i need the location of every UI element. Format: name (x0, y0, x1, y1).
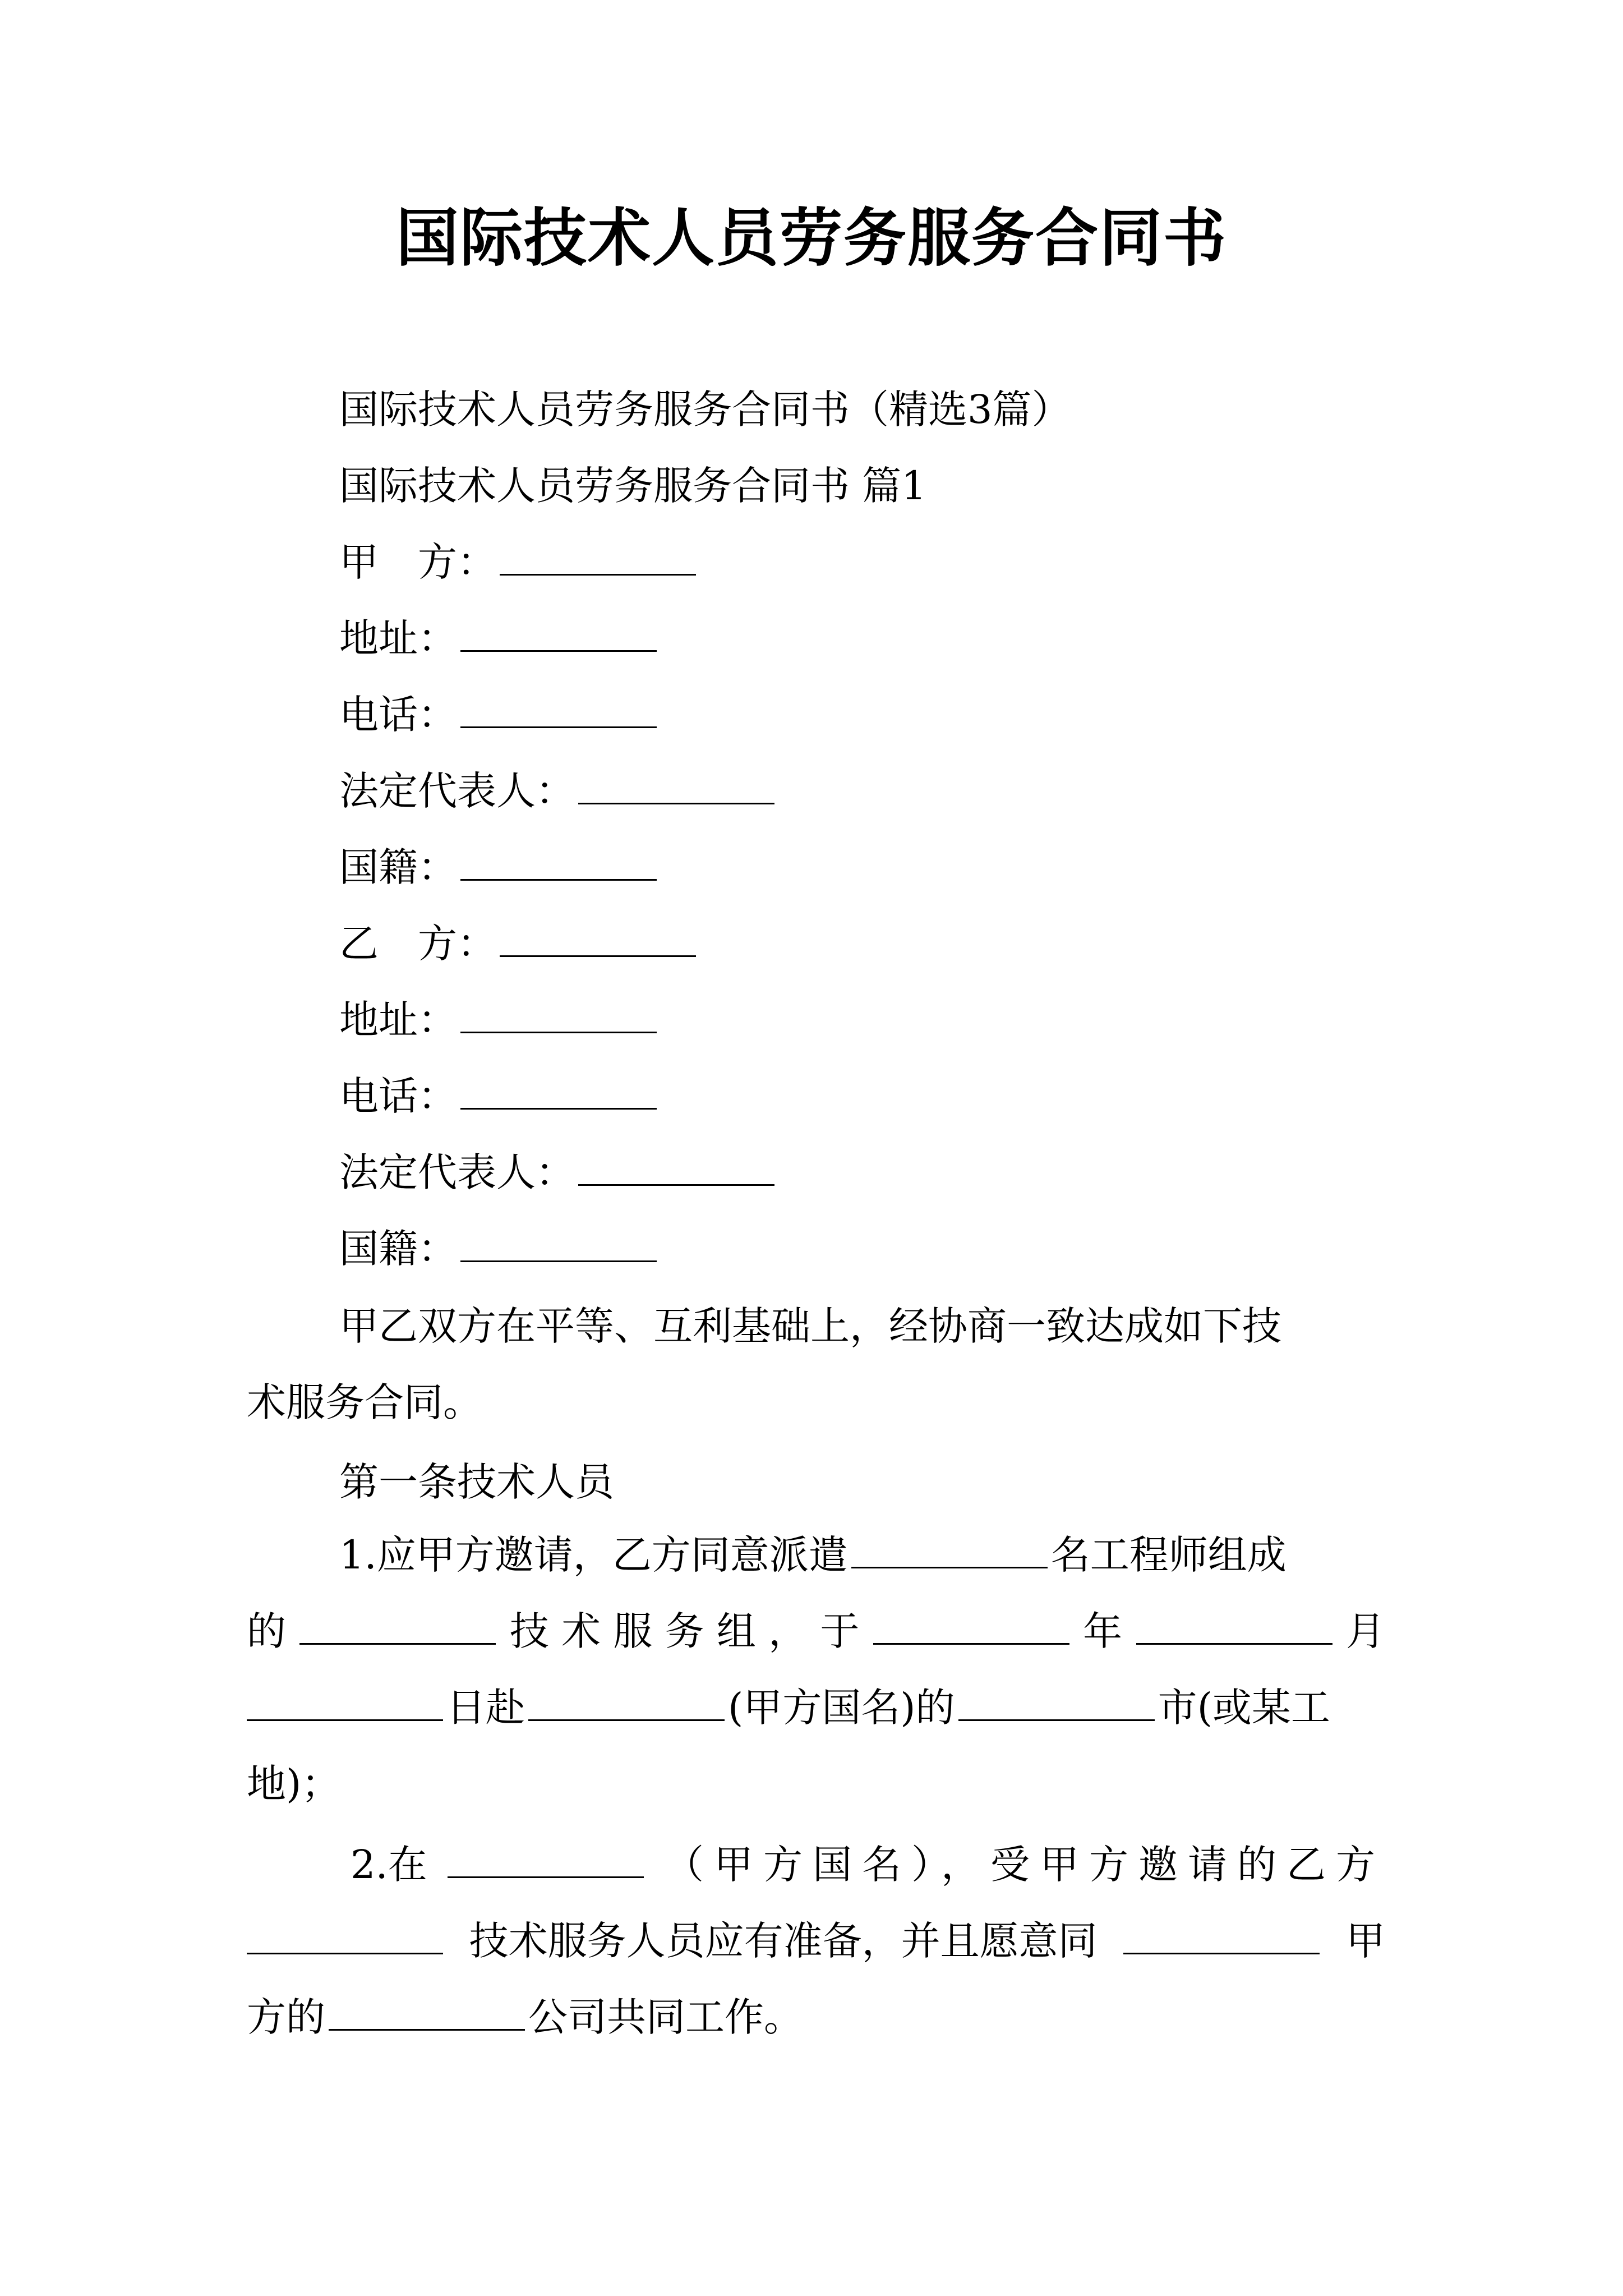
party-b-nationality-label: 国籍： (339, 1226, 457, 1272)
subtitle: 国际技术人员劳务服务合同书（精选3篇） (339, 386, 1071, 432)
party-b-name-label: 乙 方： (339, 921, 496, 967)
engineer-count-blank (851, 1533, 1048, 1568)
party-a-name-blank (500, 540, 696, 576)
party-b-name-blank (500, 922, 696, 957)
party-a-name-label: 甲 方： (339, 539, 496, 585)
clause-2-text-2: （甲方国名），受甲方邀请的乙方 (664, 1842, 1385, 1888)
country-blank (528, 1686, 725, 1721)
party-a-rep-blank (578, 769, 774, 804)
party-a-address-row (339, 610, 660, 666)
party-b-rep-blank (578, 1151, 774, 1186)
intro-line-1: 甲乙双方在平等、互利基础上，经协商一致达成如下技 (339, 1303, 1281, 1349)
clause-1-text-6: 月 (1345, 1608, 1385, 1654)
country-name-blank (448, 1843, 644, 1878)
clause-1-row-2 (247, 1593, 1385, 1669)
clause-1-row-4: 地)； (247, 1761, 341, 1807)
intro-paragraph (247, 1288, 1385, 1441)
clause-1-text-5: 年 (1083, 1608, 1123, 1654)
party-b-address-blank (460, 998, 657, 1033)
party-a-rep-label: 法定代表人： (339, 768, 575, 814)
clause-1-text-1: 1.应甲方邀请，乙方同意派遣 (339, 1532, 848, 1578)
party-a-nationality-blank (460, 845, 657, 881)
intro-line-2: 术服务合同。 (247, 1379, 482, 1425)
party-b-nationality-blank (460, 1227, 657, 1262)
party-b-rep-label: 法定代表人： (339, 1149, 575, 1195)
party-b-phone-row (339, 1068, 660, 1124)
clause-1 (247, 1517, 1385, 1822)
company-blank (329, 1995, 525, 2031)
day-blank (247, 1686, 443, 1721)
clause-1-text-3: 的 (247, 1608, 286, 1654)
party-a-address-label: 地址： (339, 615, 457, 661)
year-blank (873, 1609, 1069, 1645)
party-b-nationality-row (339, 1221, 660, 1277)
party-a-phone-label: 电话： (339, 692, 457, 738)
clause-2 (247, 1826, 1385, 2055)
clause-2-row-3 (247, 1979, 1385, 2055)
party-b-rep-row (339, 1144, 778, 1200)
clause-1-text-7: 日赴 (446, 1685, 525, 1731)
clause-2-text-4: 甲 (1345, 1918, 1385, 1964)
article-1-heading: 第一条技术人员 (339, 1459, 614, 1505)
month-blank (1136, 1609, 1332, 1645)
party-b-phone-label: 电话： (339, 1073, 457, 1119)
clause-2-row-1 (247, 1826, 1385, 1903)
clause-2-text-6: 公司共同工作。 (528, 1994, 803, 2040)
party-a-phone-row (339, 687, 660, 743)
cooperate-blank (1123, 1919, 1320, 1954)
party-a-rep-row (339, 763, 778, 819)
party-b-address-label: 地址： (339, 997, 457, 1043)
clause-1-text-8: (甲方国名)的 (728, 1685, 955, 1731)
party-a-phone-blank (460, 693, 657, 728)
clause-2-row-2 (247, 1903, 1385, 1979)
party-a-name-row (339, 534, 699, 590)
clause-2-text-5: 方的 (247, 1994, 325, 2040)
party-a-address-blank (460, 616, 657, 652)
chapter-heading: 国际技术人员劳务服务合同书 篇1 (339, 463, 926, 509)
city-blank (958, 1686, 1155, 1721)
clause-1-text-2: 名工程师组成 (1050, 1532, 1287, 1578)
document-title: 国际技术人员劳务服务合同书 (396, 201, 1227, 275)
party-b-address-row (339, 992, 660, 1048)
clause-1-row-3 (247, 1669, 1385, 1746)
service-group-blank (299, 1609, 496, 1645)
clause-1-row-1 (247, 1517, 1385, 1593)
party-a-nationality-row (339, 839, 660, 895)
clause-2-text-3: 技术服务人员应有准备，并且愿意同 (469, 1918, 1098, 1964)
party-b-phone-blank (460, 1074, 657, 1110)
party-a-nationality-label: 国籍： (339, 844, 457, 890)
technician-blank (247, 1919, 443, 1954)
party-b-name-row (339, 915, 699, 972)
clause-1-text-9: 市(或某工 (1158, 1685, 1330, 1731)
clause-1-text-4: 技 术 服 务 组 ， 于 (509, 1608, 860, 1654)
clause-2-text-1: 2.在 (351, 1842, 427, 1888)
